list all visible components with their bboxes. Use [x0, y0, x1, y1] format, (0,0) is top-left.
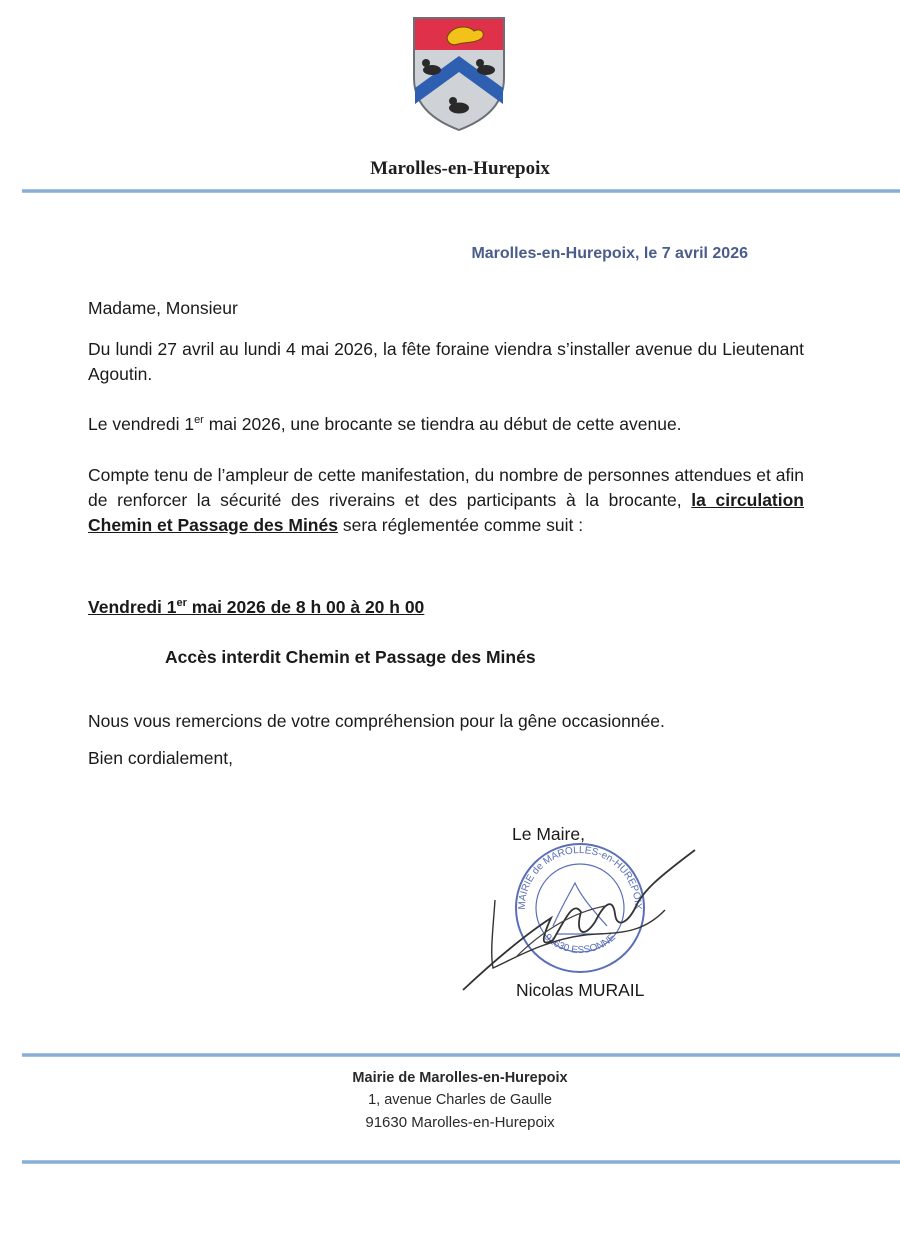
stamp-text-bottom: 91630 ESSONNE — [542, 931, 618, 956]
stamp-text-top: MAIRIE de MAROLLES-en-HUREPOIX — [516, 844, 644, 910]
salutation: Madame, Monsieur — [88, 298, 238, 318]
closing-line: Bien cordialement, — [88, 748, 233, 768]
coat-of-arms-icon — [410, 16, 508, 132]
footer-divider-bottom — [22, 1160, 900, 1164]
paragraph-fair: Du lundi 27 avril au lundi 4 mai 2026, la fête foraine viendra s’installer avenue du Lieutenant Agoutin. — [88, 339, 804, 384]
letter-dateline: Marolles-en-Hurepoix, le 7 avril 2026 — [471, 245, 748, 262]
town-name: Marolles-en-Hurepoix — [370, 158, 550, 179]
schedule-heading — [88, 595, 804, 620]
signatory-title: Le Maire, — [512, 824, 585, 844]
header-divider — [22, 189, 900, 193]
access-restriction: Accès interdit Chemin et Passage des Minés — [165, 647, 536, 667]
paragraph2-end: mai 2026, une brocante se tiendra au début de cette avenue. — [203, 414, 682, 434]
paragraph-traffic — [88, 463, 804, 538]
footer-office-name: Mairie de Marolles-en-Hurepoix — [352, 1070, 568, 1086]
schedule-end: mai 2026 de 8 h 00 à 20 h 00 — [186, 597, 425, 617]
paragraph2-ordinal: er — [194, 414, 204, 427]
paragraph2-start: Le vendredi 1 — [88, 414, 195, 434]
thanks-line: Nous vous remercions de votre compréhension pour la gêne occasionnée. — [88, 711, 665, 731]
schedule-ordinal: er — [176, 597, 187, 610]
paragraph3-end: sera réglementée comme suit : — [337, 515, 584, 535]
handwritten-signature — [455, 840, 705, 1000]
footer-city: 91630 Marolles-en-Hurepoix — [365, 1114, 555, 1131]
paragraph3-emphasis: la circulation Chemin et Passage des Minés — [88, 490, 804, 535]
footer-street: 1, avenue Charles de Gaulle — [368, 1092, 552, 1108]
paragraph-flea-market — [88, 412, 804, 437]
schedule-start: Vendredi 1 — [88, 597, 177, 617]
signatory-name: Nicolas MURAIL — [516, 980, 645, 1000]
paragraph3-start: Compte tenu de l’ampleur de cette manifestation, du nombre de personnes attendues et afin de renforcer la sécurité des riverains et des participants à la brocante, — [88, 465, 804, 510]
footer-divider-top — [22, 1053, 900, 1057]
